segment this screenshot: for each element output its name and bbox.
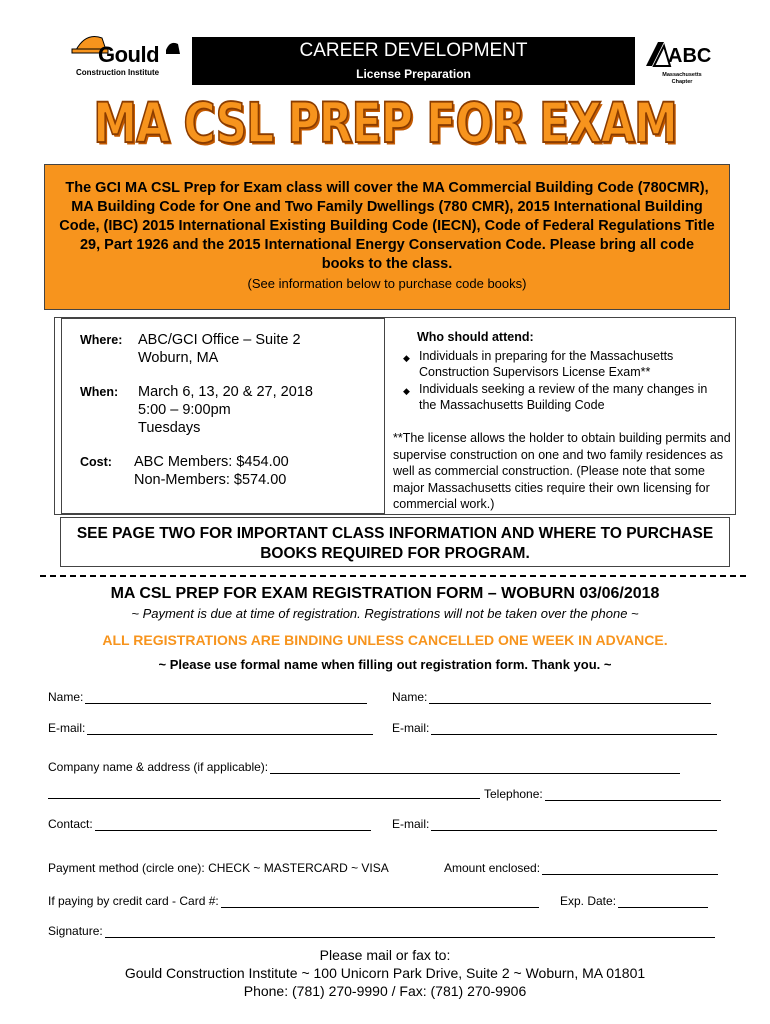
- company-field[interactable]: Company name & address (if applicable):: [48, 760, 680, 774]
- intro-note: (See information below to purchase code books): [247, 276, 527, 291]
- exp-date-field[interactable]: Exp. Date:: [560, 894, 708, 908]
- see-page-two-notice: SEE PAGE TWO FOR IMPORTANT CLASS INFORMATION AND WHERE TO PURCHASE BOOKS REQUIRED FOR PROGRAM.: [60, 517, 730, 567]
- mailing-info: [0, 946, 770, 1000]
- intro-paragraph: The GCI MA CSL Prep for Exam class will cover the MA Commercial Building Code (780CMR), MA Building Code for One and Two Family Dwellings (780 CMR), 2015 International Building Code, (IBC) 2015 International Existing Building Code (IECN), Code of Federal Regulations Title 29, Part 1926 and the 2015 International Energy Conservation Code. Please bring all code books to the class.: [59, 180, 715, 272]
- list-item: ◆ Individuals seeking a review of the many changes in the Massachusetts Building Code: [397, 381, 719, 413]
- email-field-1[interactable]: E-mail:: [48, 721, 373, 735]
- diamond-bullet-icon: ◆: [403, 386, 410, 396]
- mail-phone: Phone: (781) 270-9990 / Fax: (781) 270-9906: [243, 983, 527, 999]
- when-line3: Tuesdays: [138, 420, 201, 436]
- cost-line1: ABC Members: $454.00: [134, 454, 289, 470]
- who-should-attend: [387, 318, 735, 514]
- class-details: [61, 318, 385, 514]
- diamond-bullet-icon: ◆: [403, 353, 410, 363]
- where-line2: Woburn, MA: [138, 350, 219, 366]
- where-row: [80, 331, 301, 367]
- abc-logo-text: ABC: [668, 45, 712, 67]
- telephone-field[interactable]: Telephone:: [484, 787, 721, 801]
- email-field-2[interactable]: E-mail:: [392, 721, 717, 735]
- payment-method-field[interactable]: Payment method (circle one): CHECK ~ MASTERCARD ~ VISA: [48, 861, 389, 875]
- who-title: Who should attend:: [417, 330, 534, 344]
- cost-label: Cost:: [80, 455, 112, 469]
- banner-title: CAREER DEVELOPMENT: [299, 40, 528, 61]
- cut-line: [40, 575, 746, 577]
- banner-subtitle: License Preparation: [356, 67, 471, 81]
- when-row: [80, 383, 313, 437]
- when-line1: March 6, 13, 20 & 27, 2018: [138, 384, 313, 400]
- amount-enclosed-field[interactable]: Amount enclosed:: [444, 861, 718, 875]
- gould-logo: [62, 28, 190, 84]
- cost-line2: Non-Members: $574.00: [134, 472, 287, 488]
- when-label: When:: [80, 385, 119, 399]
- binding-notice: ALL REGISTRATIONS ARE BINDING UNLESS CANCELLED ONE WEEK IN ADVANCE.: [102, 632, 668, 648]
- signature-field[interactable]: Signature:: [48, 924, 715, 938]
- abc-logo: [642, 36, 712, 88]
- registration-title: MA CSL PREP FOR EXAM REGISTRATION FORM – WOBURN 03/06/2018: [110, 585, 660, 602]
- contact-email-field[interactable]: E-mail:: [392, 817, 717, 831]
- abc-logo-icon: [642, 36, 712, 72]
- contact-field[interactable]: Contact:: [48, 817, 371, 831]
- list-item: ◆ Individuals in preparing for the Massachusetts Construction Supervisors License Exam**: [397, 348, 719, 380]
- where-label: Where:: [80, 333, 123, 347]
- abc-chapter: Massachusetts Chapter: [662, 72, 702, 85]
- gould-logo-sub: Construction Institute: [76, 68, 160, 77]
- registration-subtitle: ~ Payment is due at time of registration. Registrations will not be taken over the phone ~: [131, 606, 639, 621]
- card-number-field[interactable]: If paying by credit card - Card #:: [48, 894, 539, 908]
- name-field-2[interactable]: Name:: [392, 690, 711, 704]
- address-line-field[interactable]: [48, 787, 480, 799]
- formal-name-notice: ~ Please use formal name when filling out registration form. Thank you. ~: [158, 657, 612, 672]
- where-line1: ABC/GCI Office – Suite 2: [138, 332, 301, 348]
- class-info: [54, 317, 736, 515]
- mail-address: Gould Construction Institute ~ 100 Unicorn Park Drive, Suite 2 ~ Woburn, MA 01801: [124, 965, 646, 981]
- cost-row: [80, 453, 289, 489]
- who-list: [397, 348, 719, 414]
- header-banner: [192, 37, 635, 85]
- name-field-1[interactable]: Name:: [48, 690, 367, 704]
- gould-logo-word: Gould: [98, 42, 160, 67]
- page-title: MA CSL PREP FOR EXAM: [93, 92, 677, 156]
- when-line2: 5:00 – 9:00pm: [138, 402, 231, 418]
- intro-box: [44, 164, 730, 310]
- mail-line1: Please mail or fax to:: [319, 947, 451, 963]
- license-note: **The license allows the holder to obtain building permits and supervise construction on one and two family residences as well as commercial construction. (Please note that some major Massachusetts cities require their own licensing for commercial work.): [393, 431, 731, 511]
